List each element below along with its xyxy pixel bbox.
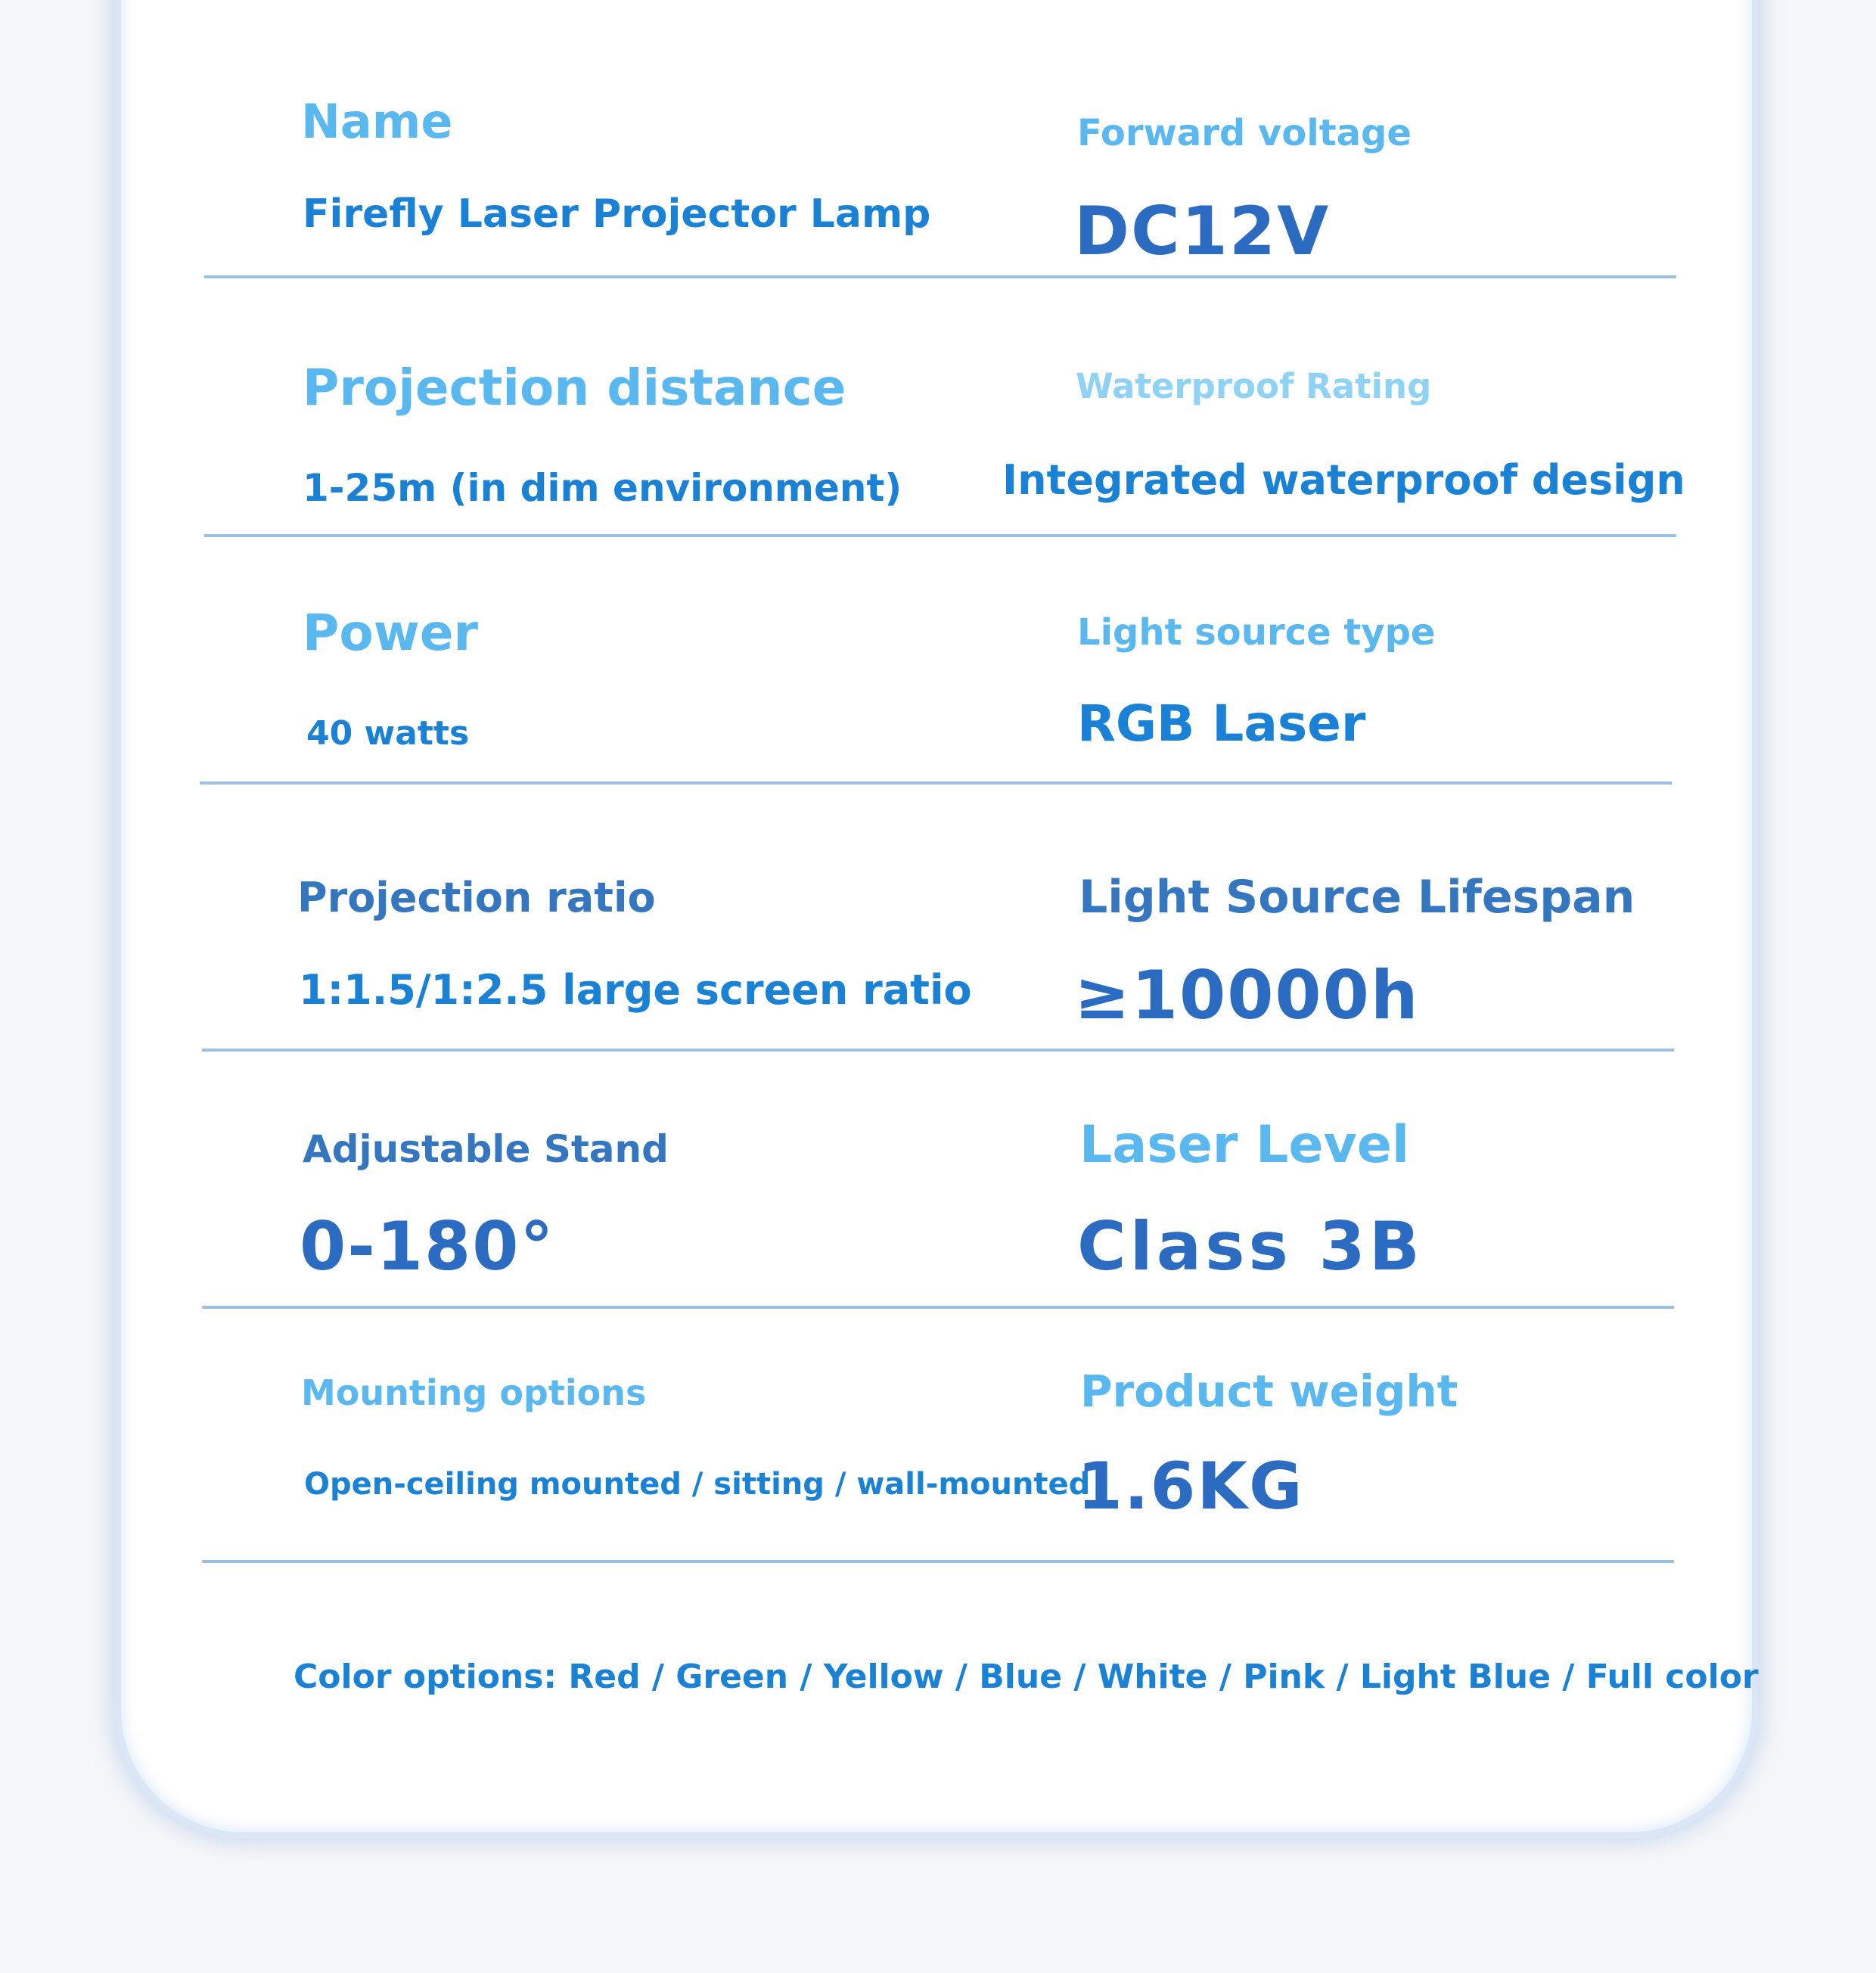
name-value: Firefly Laser Projector Lamp [303,191,931,237]
projection-distance-value: 1-25m (in dim environment) [303,466,902,510]
laser-level-label: Laser Level [1079,1115,1410,1175]
projection-ratio-value: 1:1.5/1:2.5 large screen ratio [299,966,972,1014]
row-divider [200,781,1672,785]
waterproof-rating-label: Waterproof Rating [1076,366,1432,406]
forward-voltage-label: Forward voltage [1077,112,1412,154]
color-options-text: Color options: Red / Green / Yellow / Blue / White / Pink / Light Blue / Full color [294,1658,1759,1696]
mounting-options-value: Open-ceiling mounted / sitting / wall-mounted [304,1467,1091,1502]
product-weight-label: Product weight [1080,1366,1458,1417]
forward-voltage-value: DC12V [1074,192,1331,270]
row-divider [204,534,1676,537]
mounting-options-label: Mounting options [301,1372,647,1413]
power-value: 40 watts [306,714,470,753]
row-divider [204,275,1676,278]
light-source-lifespan-value: ≥10000h [1074,956,1420,1034]
row-divider [202,1049,1674,1052]
name-label: Name [301,94,453,149]
row-divider [202,1306,1674,1309]
projection-distance-label: Projection distance [303,359,846,417]
adjustable-stand-label: Adjustable Stand [303,1127,669,1171]
projection-ratio-label: Projection ratio [297,874,656,921]
row-divider [202,1560,1674,1563]
waterproof-rating-value: Integrated waterproof design [1002,456,1685,504]
light-source-type-value: RGB Laser [1077,694,1366,753]
light-source-type-label: Light source type [1077,611,1436,654]
light-source-lifespan-label: Light Source Lifespan [1079,871,1635,924]
product-weight-value: 1.6KG [1077,1449,1304,1524]
adjustable-stand-value: 0-180° [300,1207,555,1285]
laser-level-value: Class 3B [1077,1207,1424,1285]
power-label: Power [303,604,478,662]
